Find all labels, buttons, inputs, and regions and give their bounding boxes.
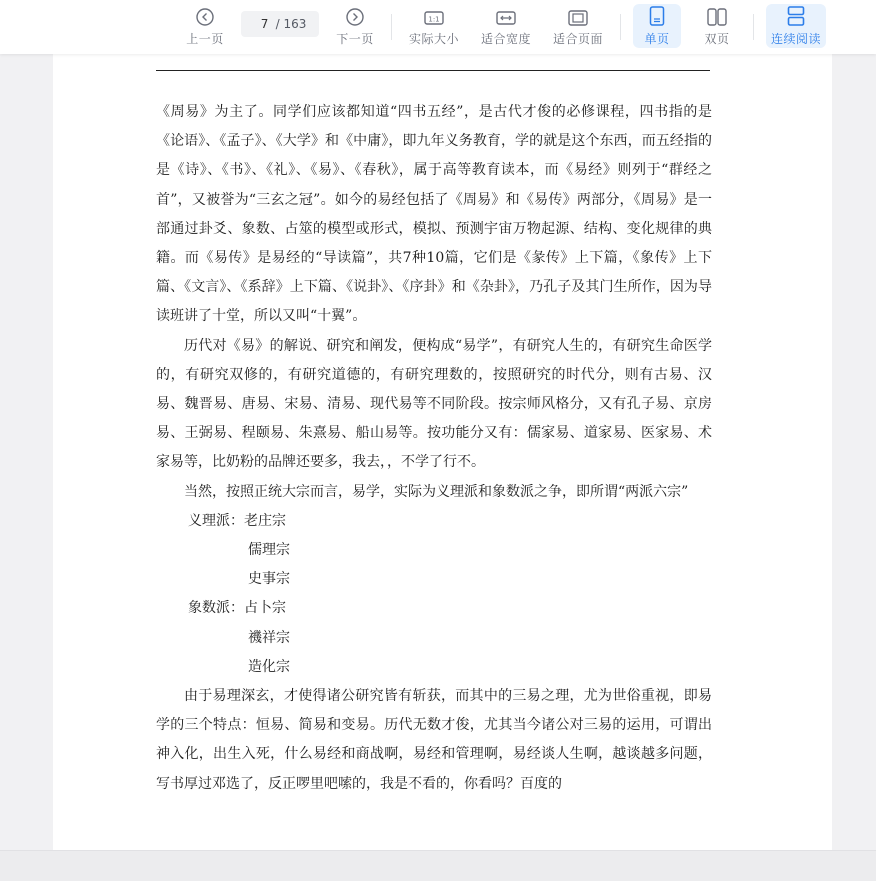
continuous-reading-label: 连续阅读 (770, 32, 821, 46)
toolbar-divider (620, 14, 621, 40)
xiangshu-school-label: 象数派： (188, 600, 244, 617)
actual-size-icon (424, 4, 444, 26)
school-list-row (156, 565, 712, 594)
double-page-label: 双页 (704, 32, 730, 46)
school-name: 史事宗 (248, 571, 290, 588)
actual-size-label: 实际大小 (408, 32, 459, 46)
next-page-button[interactable] (334, 4, 376, 48)
toolbar-divider (753, 14, 754, 40)
document-viewport[interactable] (0, 54, 876, 850)
school-list-row (156, 594, 712, 623)
fit-page-icon (568, 4, 588, 26)
double-page-button[interactable] (695, 4, 739, 48)
school-list-row (156, 653, 712, 682)
fit-page-button[interactable] (551, 4, 605, 48)
fit-page-label: 适合页面 (552, 32, 603, 46)
fit-width-label: 适合宽度 (480, 32, 531, 46)
school-name: 儒理宗 (248, 542, 290, 559)
double-page-icon (707, 4, 727, 26)
bottom-bar (0, 850, 876, 881)
school-list-row (156, 536, 712, 565)
paragraph: 《周易》为主了。同学们应该都知道“四书五经”，是古代才俊的必修课程，四书指的是《论语》、《孟子》、《大学》和《中庸》，即九年义务教育，学的就是这个东西，而五经指的是《诗》、《书》、《礼》、《易》、《春秋》，属于高等教育读本，而《易经》则列于“群经之首”，又被誉为“三玄之冠”。如今的易经包括了《周易》和《易传》两部分，《周易》是一部通过卦爻、象数、占筮的模型或形式，模拟、预测宇宙万物起源、结构、变化规律的典籍。而《易传》是易经的“导读篇”，共7种10篇，它们是《彖传》上下篇，《象传》上下篇、《文言》、《系辞》上下篇、《说卦》、《序卦》和《杂卦》，乃孔子及其门生所作，因为导读班讲了十堂，所以又叫“十翼”。 (156, 104, 712, 325)
page-content (156, 98, 712, 799)
toolbar-divider (391, 14, 392, 40)
yili-school-label: 义理派： (188, 512, 244, 529)
document-page (53, 54, 832, 850)
fit-width-icon (496, 4, 516, 26)
continuous-reading-button[interactable] (766, 4, 826, 48)
school-name: 占卜宗 (244, 600, 286, 617)
single-page-icon (649, 4, 665, 26)
viewer-toolbar (0, 0, 876, 54)
total-pages: / 163 (275, 17, 307, 31)
chevron-right-circle-icon (346, 4, 364, 26)
paragraph: 由于易理深玄，才使得诸公研究皆有斩获，而其中的三易之理，尤为世俗重视，即易学的三个特点：恒易、简易和变易。历代无数才俊，尤其当今诸公对三易的运用，可谓出神入化，出生入死，什么易经和商战啊，易经和管理啊，易经谈人生啊，越谈越多问题，写书厚过邓选了，反正啰里吧嗦的，我是不看的，你看吗？百度的 (156, 688, 712, 792)
page-number-input[interactable] (254, 17, 276, 31)
single-page-label: 单页 (644, 32, 670, 46)
single-page-button[interactable] (633, 4, 681, 48)
actual-size-button[interactable] (407, 4, 461, 48)
prev-page-label: 上一页 (186, 32, 224, 46)
paragraph: 当然，按照正统大宗而言，易学，实际为义理派和象数派之争，即所谓“两派六宗” (184, 483, 689, 500)
page-indicator (241, 11, 319, 37)
school-name: 造化宗 (248, 658, 290, 675)
paragraph: 历代对《易》的解说、研究和阐发，便构成“易学”，有研究人生的，有研究生命医学的，有研究双修的，有研究道德的，有研究理数的，按照研究的时代分，则有古易、汉易、魏晋易、唐易、宋易、清易、现代易等不同阶段。按宗师风格分，又有孔子易、京房易、王弼易、程颐易、朱熹易、船山易等。按功能分又有：儒家易、道家易、医家易、术家易等，比奶粉的品牌还要多，我去，，不学了行不。 (156, 337, 712, 471)
school-list-row (156, 507, 712, 536)
school-name: 禨祥宗 (248, 629, 290, 646)
school-name: 老庄宗 (244, 512, 286, 529)
fit-width-button[interactable] (479, 4, 533, 48)
svg-text:1:1: 1:1 (428, 15, 440, 24)
next-page-label: 下一页 (336, 32, 374, 46)
header-rule (156, 70, 710, 71)
school-list-row (156, 624, 712, 653)
prev-page-button[interactable] (184, 4, 226, 48)
chevron-left-circle-icon (196, 4, 214, 26)
continuous-pages-icon (787, 4, 805, 26)
